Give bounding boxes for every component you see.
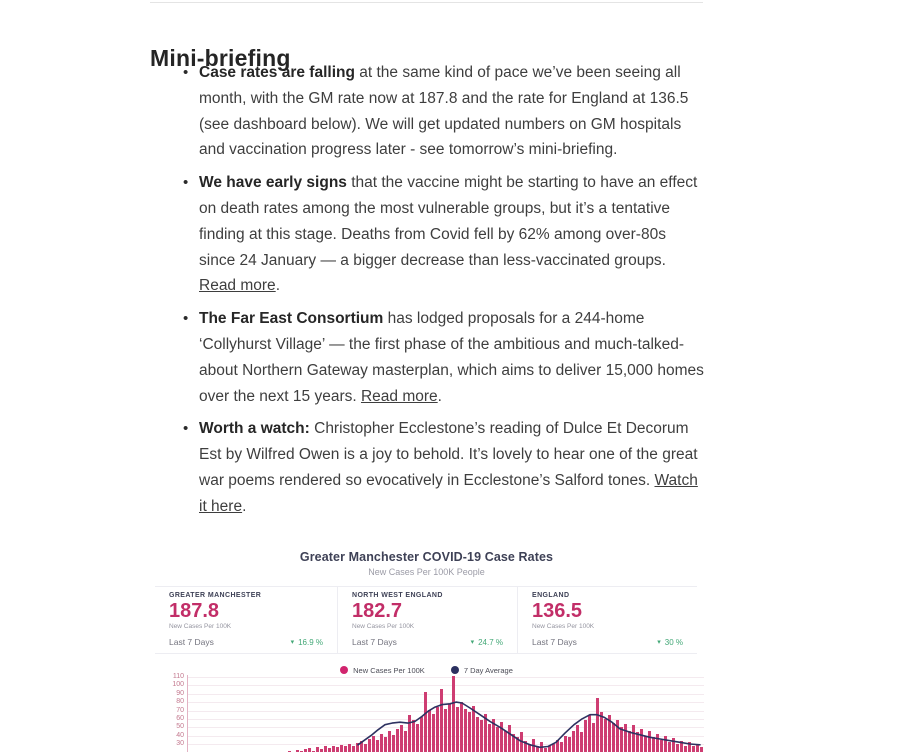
stat-region-label: NORTH WEST ENGLAND	[352, 592, 443, 599]
stat-period-label: Last 7 Days	[532, 637, 577, 647]
stat-greater-manchester	[155, 587, 337, 653]
stat-unit-label: New Cases Per 100K	[169, 623, 232, 630]
mini-briefing-list	[150, 60, 706, 527]
stat-unit-label: New Cases Per 100K	[532, 623, 595, 630]
legend-label: New Cases Per 100K	[353, 665, 425, 675]
stat-period-label: Last 7 Days	[352, 637, 397, 647]
briefing-lead: Case rates are falling	[199, 64, 355, 81]
covid-dashboard	[150, 550, 703, 747]
stat-unit-label: New Cases Per 100K	[352, 623, 415, 630]
read-more-link[interactable]: Read more	[360, 387, 438, 405]
briefing-text: Christopher Ecclestone’s reading of Dulce Et Decorum Est by Wilfred Owen is a joy to behold. It’s lovely to hear one of the great war poems rendered so evocatively in Ecclestone’s Salford tones.	[199, 420, 698, 489]
briefing-lead: The Far East Consortium	[199, 310, 384, 328]
briefing-item-far-east-consortium	[199, 306, 704, 409]
stat-value: 136.5	[532, 600, 583, 622]
briefing-item-vaccine-effect	[199, 170, 704, 299]
y-tick-label: 60	[176, 714, 184, 722]
stat-change-value: 24.7 %	[478, 637, 503, 647]
stat-value: 182.7	[352, 600, 403, 622]
briefing-item-case-rates	[199, 60, 704, 163]
briefing-text: has lodged proposals for a 244-home ‘Collyhurst Village’ — the first phase of the ambitious and much-talked-about Northern Gateway masterplan, which aims to deliver 15,000 homes over the next 15 years.	[199, 310, 704, 405]
trend-down-icon: ▾	[657, 638, 661, 646]
stat-region-label: ENGLAND	[532, 592, 570, 599]
stat-change-value: 30 %	[664, 637, 683, 647]
trend-down-icon: ▾	[470, 638, 475, 646]
seven-day-average-line	[188, 670, 704, 752]
briefing-text-after: .	[242, 497, 247, 515]
chart-subtitle: New Cases Per 100K People	[368, 567, 485, 577]
briefing-lead: We have early signs	[199, 174, 347, 192]
briefing-lead: Worth a watch:	[199, 420, 310, 438]
case-rate-chart	[150, 670, 703, 752]
y-tick-label: 100	[172, 681, 184, 689]
stat-england	[517, 587, 697, 653]
stat-region-label: GREATER MANCHESTER	[169, 592, 262, 599]
briefing-text-after: .	[275, 277, 280, 295]
stat-change-value: 16.9 %	[298, 637, 323, 647]
briefing-text: that the vaccine might be starting to have an effect on death rates among the most vulnerable groups, but it’s a tentative finding at this stage. Deaths from Covid fell by 62% among over-80s since 24 January — a bigger decrease than less-vaccinated groups.	[199, 174, 698, 269]
stat-north-west-england	[337, 587, 517, 653]
y-tick-label: 70	[176, 706, 184, 714]
stat-change-badge	[657, 638, 683, 647]
page-title: Mini-briefing	[150, 45, 291, 72]
y-tick-label: 80	[176, 698, 184, 706]
y-tick-label: 50	[176, 723, 184, 731]
y-tick-label: 90	[176, 689, 184, 697]
briefing-text-after: .	[437, 387, 442, 405]
briefing-text: at the same kind of pace we’ve been seeing all month, with the GM rate now at 187.8 and the rate for England at 136.5 (see dashboard below). We will get updated numbers on GM hospitals and vaccination progress later - see tomorrow’s mini-briefing.	[199, 64, 689, 159]
section-divider	[150, 2, 703, 3]
stat-change-badge	[471, 638, 503, 647]
read-more-link[interactable]: Read more	[199, 277, 276, 295]
legend-label: 7 Day Average	[463, 665, 513, 675]
y-tick-label: 40	[176, 731, 184, 739]
y-tick-label: 30	[176, 740, 184, 747]
stats-row	[155, 586, 697, 654]
stat-period-label: Last 7 Days	[169, 637, 214, 647]
stat-change-badge	[291, 638, 323, 647]
trend-down-icon: ▾	[290, 638, 295, 646]
watch-it-here-link[interactable]: Watch it here	[199, 471, 698, 515]
briefing-item-worth-a-watch	[199, 416, 704, 519]
y-tick-label: 110	[172, 673, 184, 680]
stat-value: 187.8	[169, 600, 220, 622]
chart-title: Greater Manchester COVID-19 Case Rates	[299, 550, 554, 564]
